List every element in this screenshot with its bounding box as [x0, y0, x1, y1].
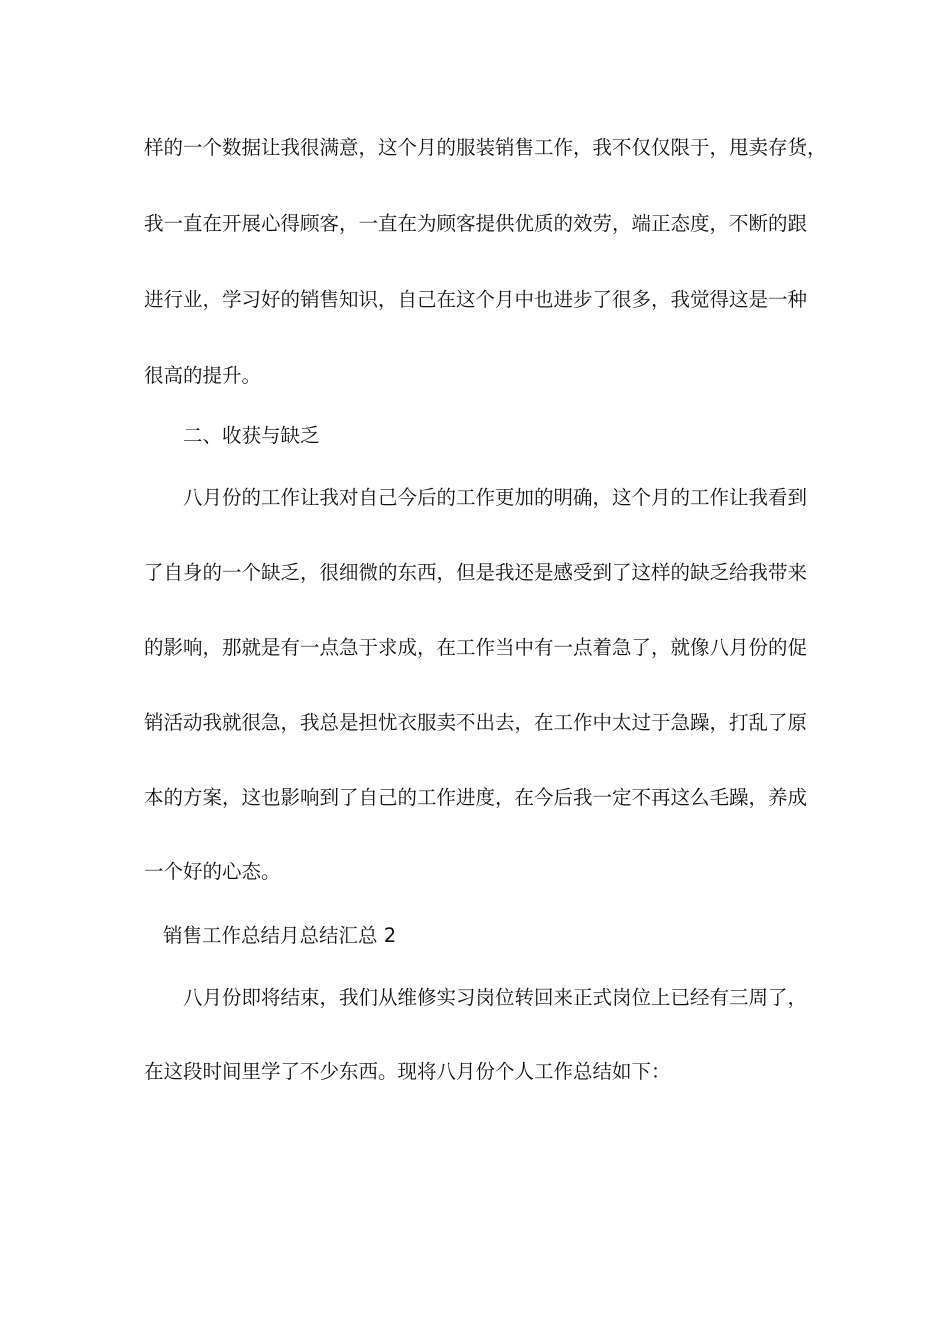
section-heading: 二、收获与缺乏: [183, 424, 320, 447]
paragraph-line: 销活动我就很急，我总是担忧衣服卖不出去，在工作中太过于急躁，打乱了原: [144, 711, 808, 734]
paragraph-line: 了自身的一个缺乏，很细微的东西，但是我还是感受到了这样的缺乏给我带来: [144, 561, 808, 584]
paragraph-line: 八月份的工作让我对自己今后的工作更加的明确，这个月的工作让我看到: [183, 486, 808, 509]
paragraph-line: 样的一个数据让我很满意，这个月的服装销售工作，我不仅仅限于，甩卖存货，: [144, 136, 827, 159]
paragraph-line: 很高的提升。: [144, 364, 262, 387]
section-title: 销售工作总结月总结汇总 2: [163, 924, 397, 947]
paragraph-line: 在这段时间里学了不少东西。现将八月份个人工作总结如下：: [144, 1060, 671, 1083]
paragraph-line: 进行业，学习好的销售知识，自己在这个月中也进步了很多，我觉得这是一种: [144, 288, 808, 311]
paragraph-line: 我一直在开展心得顾客，一直在为顾客提供优质的效劳，端正态度，不断的跟: [144, 212, 808, 235]
paragraph-line: 本的方案，这也影响到了自己的工作进度，在今后我一定不再这么毛躁，养成: [144, 786, 808, 809]
paragraph-line: 的影响，那就是有一点急于求成，在工作当中有一点着急了，就像八月份的促: [144, 636, 808, 659]
paragraph-line: 八月份即将结束，我们从维修实习岗位转回来正式岗位上已经有三周了，: [183, 986, 808, 1009]
paragraph-line: 一个好的心态。: [144, 860, 281, 883]
